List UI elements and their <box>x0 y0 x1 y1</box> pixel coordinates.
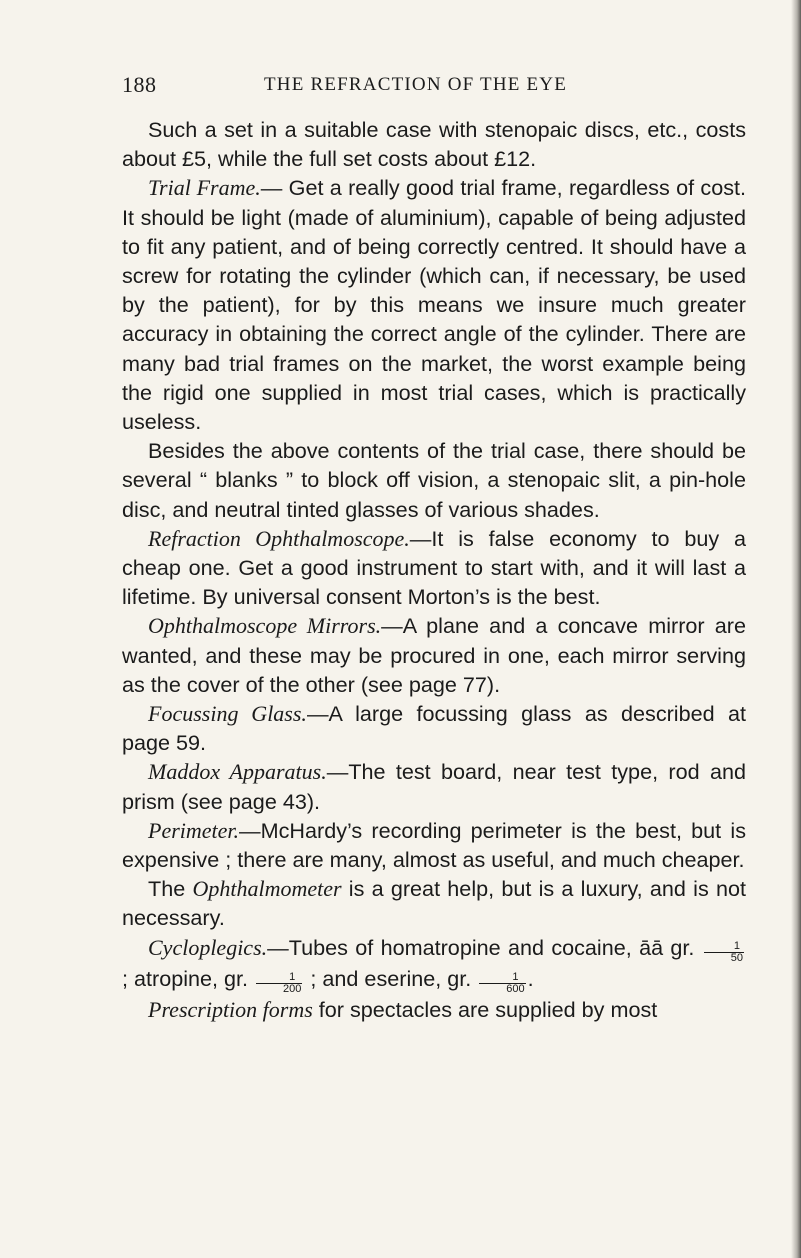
paragraph-text: for spectacles are supplied by most <box>312 996 658 1022</box>
paragraph-text: —A plane and a concave mirror are wanted, and these may be procured in one, each mirror serving as the cover of the other (see page 77). <box>122 613 746 697</box>
paragraph-text: —McHardy’s recording perimeter is the best, but is expensive ; there are many, almost as useful, and much cheaper. <box>122 817 746 873</box>
paragraph-text: Besides the above contents of the trial case, there should be several “ blanks ” to block off vision, a stenopaic slit, a pin-hole disc, and neutral tinted glasses of various shades. <box>122 438 746 522</box>
paragraph-ophthalmometer <box>122 874 746 932</box>
paragraph-text: Such a set in a suitable case with stenopaic discs, etc., costs about £5, while the full set costs about £12. <box>122 117 746 172</box>
fraction-numerator: 1 <box>256 972 302 984</box>
fraction-numerator: 1 <box>704 941 744 953</box>
section-title-maddox-apparatus: Maddox Apparatus. <box>148 759 327 785</box>
paragraph-text: is a great help, but is a luxury, and is not necessary. <box>122 876 746 931</box>
section-title-trial-frame: Trial Frame. <box>148 175 261 201</box>
paragraph-stenopaic-cost <box>122 115 746 173</box>
paragraph-perimeter <box>122 816 746 874</box>
paragraph-text: The <box>148 876 193 902</box>
section-title-cycloplegics: Cycloplegics. <box>148 934 268 960</box>
paragraph-trial-frame <box>122 173 746 436</box>
fraction-one-six-hundredth <box>479 972 525 995</box>
section-title-ophthalmometer: Ophthalmometer <box>192 876 342 902</box>
paragraph-trial-case-contents <box>122 436 746 524</box>
paragraph-maddox-apparatus <box>122 757 746 815</box>
paragraph-ophthalmoscope-mirrors <box>122 611 746 699</box>
section-title-ophthalmoscope-mirrors: Ophthalmoscope Mirrors. <box>148 613 382 639</box>
running-head: THE REFRACTION OF THE EYE <box>264 74 568 95</box>
paragraph-text: —It is false economy to buy a cheap one. Get a good instrument to start with, and it will last a lifetime. By universal consent Morton’s is the best. <box>122 525 747 610</box>
paragraph-text: —Tubes of homatropine and cocaine, āā gr. <box>267 934 702 960</box>
page-number: 188 <box>122 72 157 97</box>
paragraph-text: ; atropine, gr. <box>122 965 255 991</box>
paragraph-refraction-ophthalmoscope <box>122 524 746 612</box>
fraction-denominator: 50 <box>730 951 743 964</box>
body-text <box>122 115 746 1024</box>
section-title-focussing-glass: Focussing Glass. <box>148 701 307 727</box>
paragraph-text: —The test board, near test type, rod and prism (see page 43). <box>122 759 746 814</box>
fraction-numerator: 1 <box>479 972 525 984</box>
paragraph-text: ; and eserine, gr. <box>304 965 478 991</box>
section-title-prescription-forms: Prescription forms <box>148 996 313 1022</box>
fraction-denominator: 200 <box>283 982 302 995</box>
paragraph-text: . <box>527 965 534 991</box>
section-title-refraction-ophthalmoscope: Refraction Ophthalmoscope. <box>148 525 410 551</box>
page-edge-shadow <box>791 0 801 1258</box>
paragraph-text: —A large focussing glass as described at page 59. <box>122 701 747 756</box>
fraction-denominator: 600 <box>506 982 525 995</box>
paragraph-prescription-forms <box>122 995 746 1024</box>
fraction-one-two-hundredth <box>256 972 302 995</box>
page-header <box>122 72 744 102</box>
section-title-perimeter: Perimeter. <box>148 817 240 843</box>
fraction-one-fiftieth <box>704 941 744 964</box>
paragraph-text: — Get a really good trial frame, regardless of cost. It should be light (made of aluminium), capable of being adjusted to fit any patient, and of being correctly centred. It should have a screw for rotating the cylinder (which can, if necessary, be used by the patient), for by this means we insure much greater accuracy in obtaining the correct angle of the cylinder. There are many bad trial frames on the market, the worst example being the rigid one supplied in most trial cases, which is practically useless. <box>122 175 747 435</box>
paragraph-focussing-glass <box>122 699 746 757</box>
paragraph-cycloplegics <box>122 933 746 995</box>
